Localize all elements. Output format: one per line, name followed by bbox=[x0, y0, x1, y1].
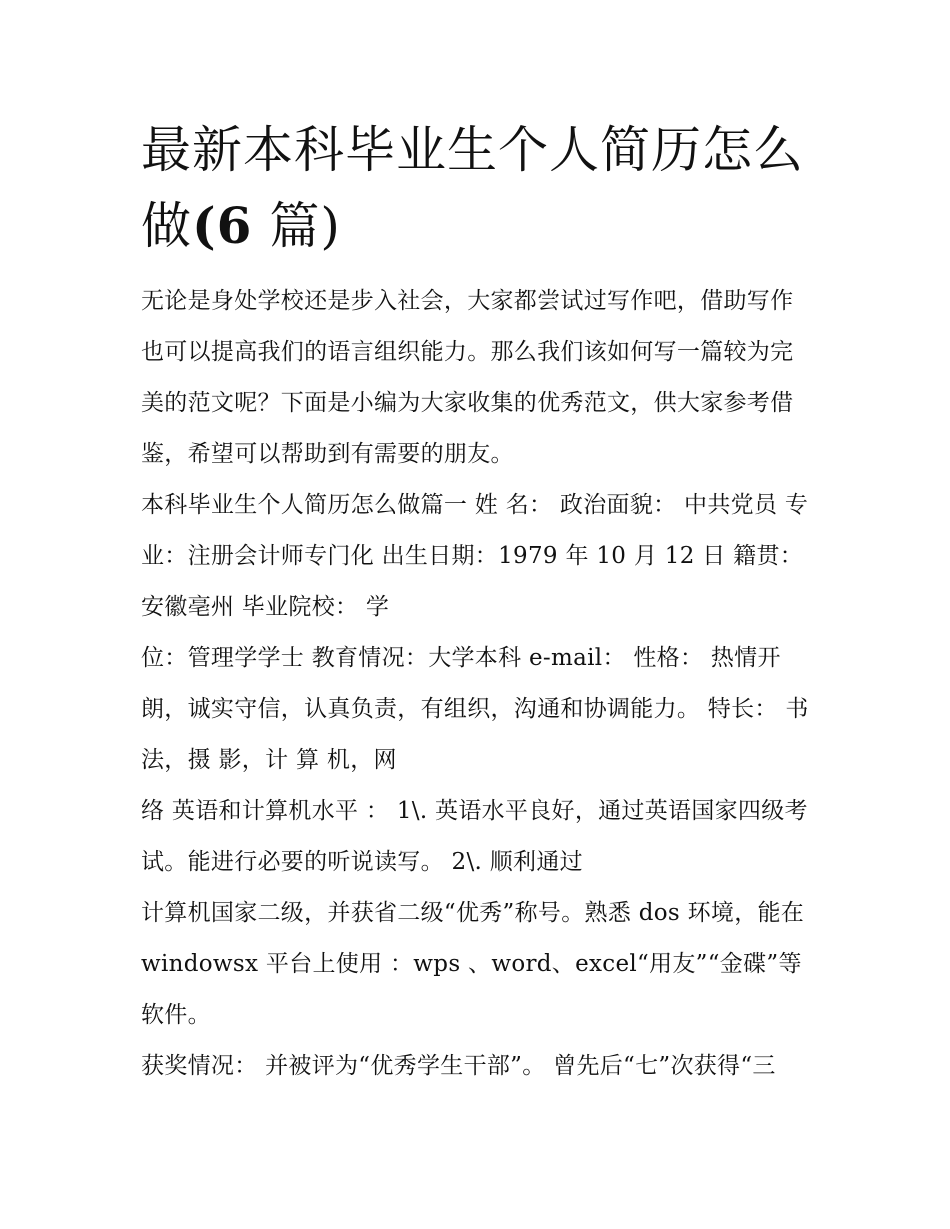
title-line-2-number: (6 bbox=[192, 196, 253, 255]
resume-awards-paragraph: 获奖情况： 并被评为“优秀学生干部”。 曾先后“七”次获得“三 bbox=[141, 1053, 776, 1079]
title-line-2-prefix: 做 bbox=[141, 197, 192, 255]
resume-computer-paragraph: 计算机国家二级，并获省二级“优秀”称号。熟悉 dos 环境，能在 windowsx 平台上使用 ：wps 、word、excel“用友”“金碟”等软件。 bbox=[141, 900, 805, 1028]
document-page bbox=[141, 112, 813, 1092]
intro-paragraph: 无论是身处学校还是步入社会，大家都尝试过写作吧，借助写作也可以提高我们的语言组织能力。那么我们该如何写一篇较为完美的范文呢？下面是小编为大家收集的优秀范文，供大家参考借鉴，希望可以帮助到有需要的朋友。 bbox=[141, 288, 794, 467]
resume-language-paragraph: 络 英语和计算机水平 ： 1\. 英语水平良好，通过英语国家四级考试。能进行必要的听说读写。 2\. 顺利通过 bbox=[141, 798, 808, 875]
title-line-2-suffix: 篇) bbox=[269, 197, 341, 255]
resume-basic-info-paragraph: 本科毕业生个人简历怎么做篇一 姓 名： 政治面貌： 中共党员 专 业：注册会计师专门化 出生日期：1979 年 10 月 12 日 籍贯：安徽亳州 毕业院校： 学 bbox=[141, 492, 809, 620]
resume-degree-paragraph: 位：管理学学士 教育情况：大学本科 e-mail： 性格： 热情开朗，诚实守信，认真负责，有组织，沟通和协调能力。 特长： 书 法，摄 影，计 算 机，网 bbox=[141, 645, 809, 773]
document-title bbox=[141, 112, 813, 264]
title-line-1: 最新本科毕业生个人简历怎么 bbox=[141, 121, 804, 179]
